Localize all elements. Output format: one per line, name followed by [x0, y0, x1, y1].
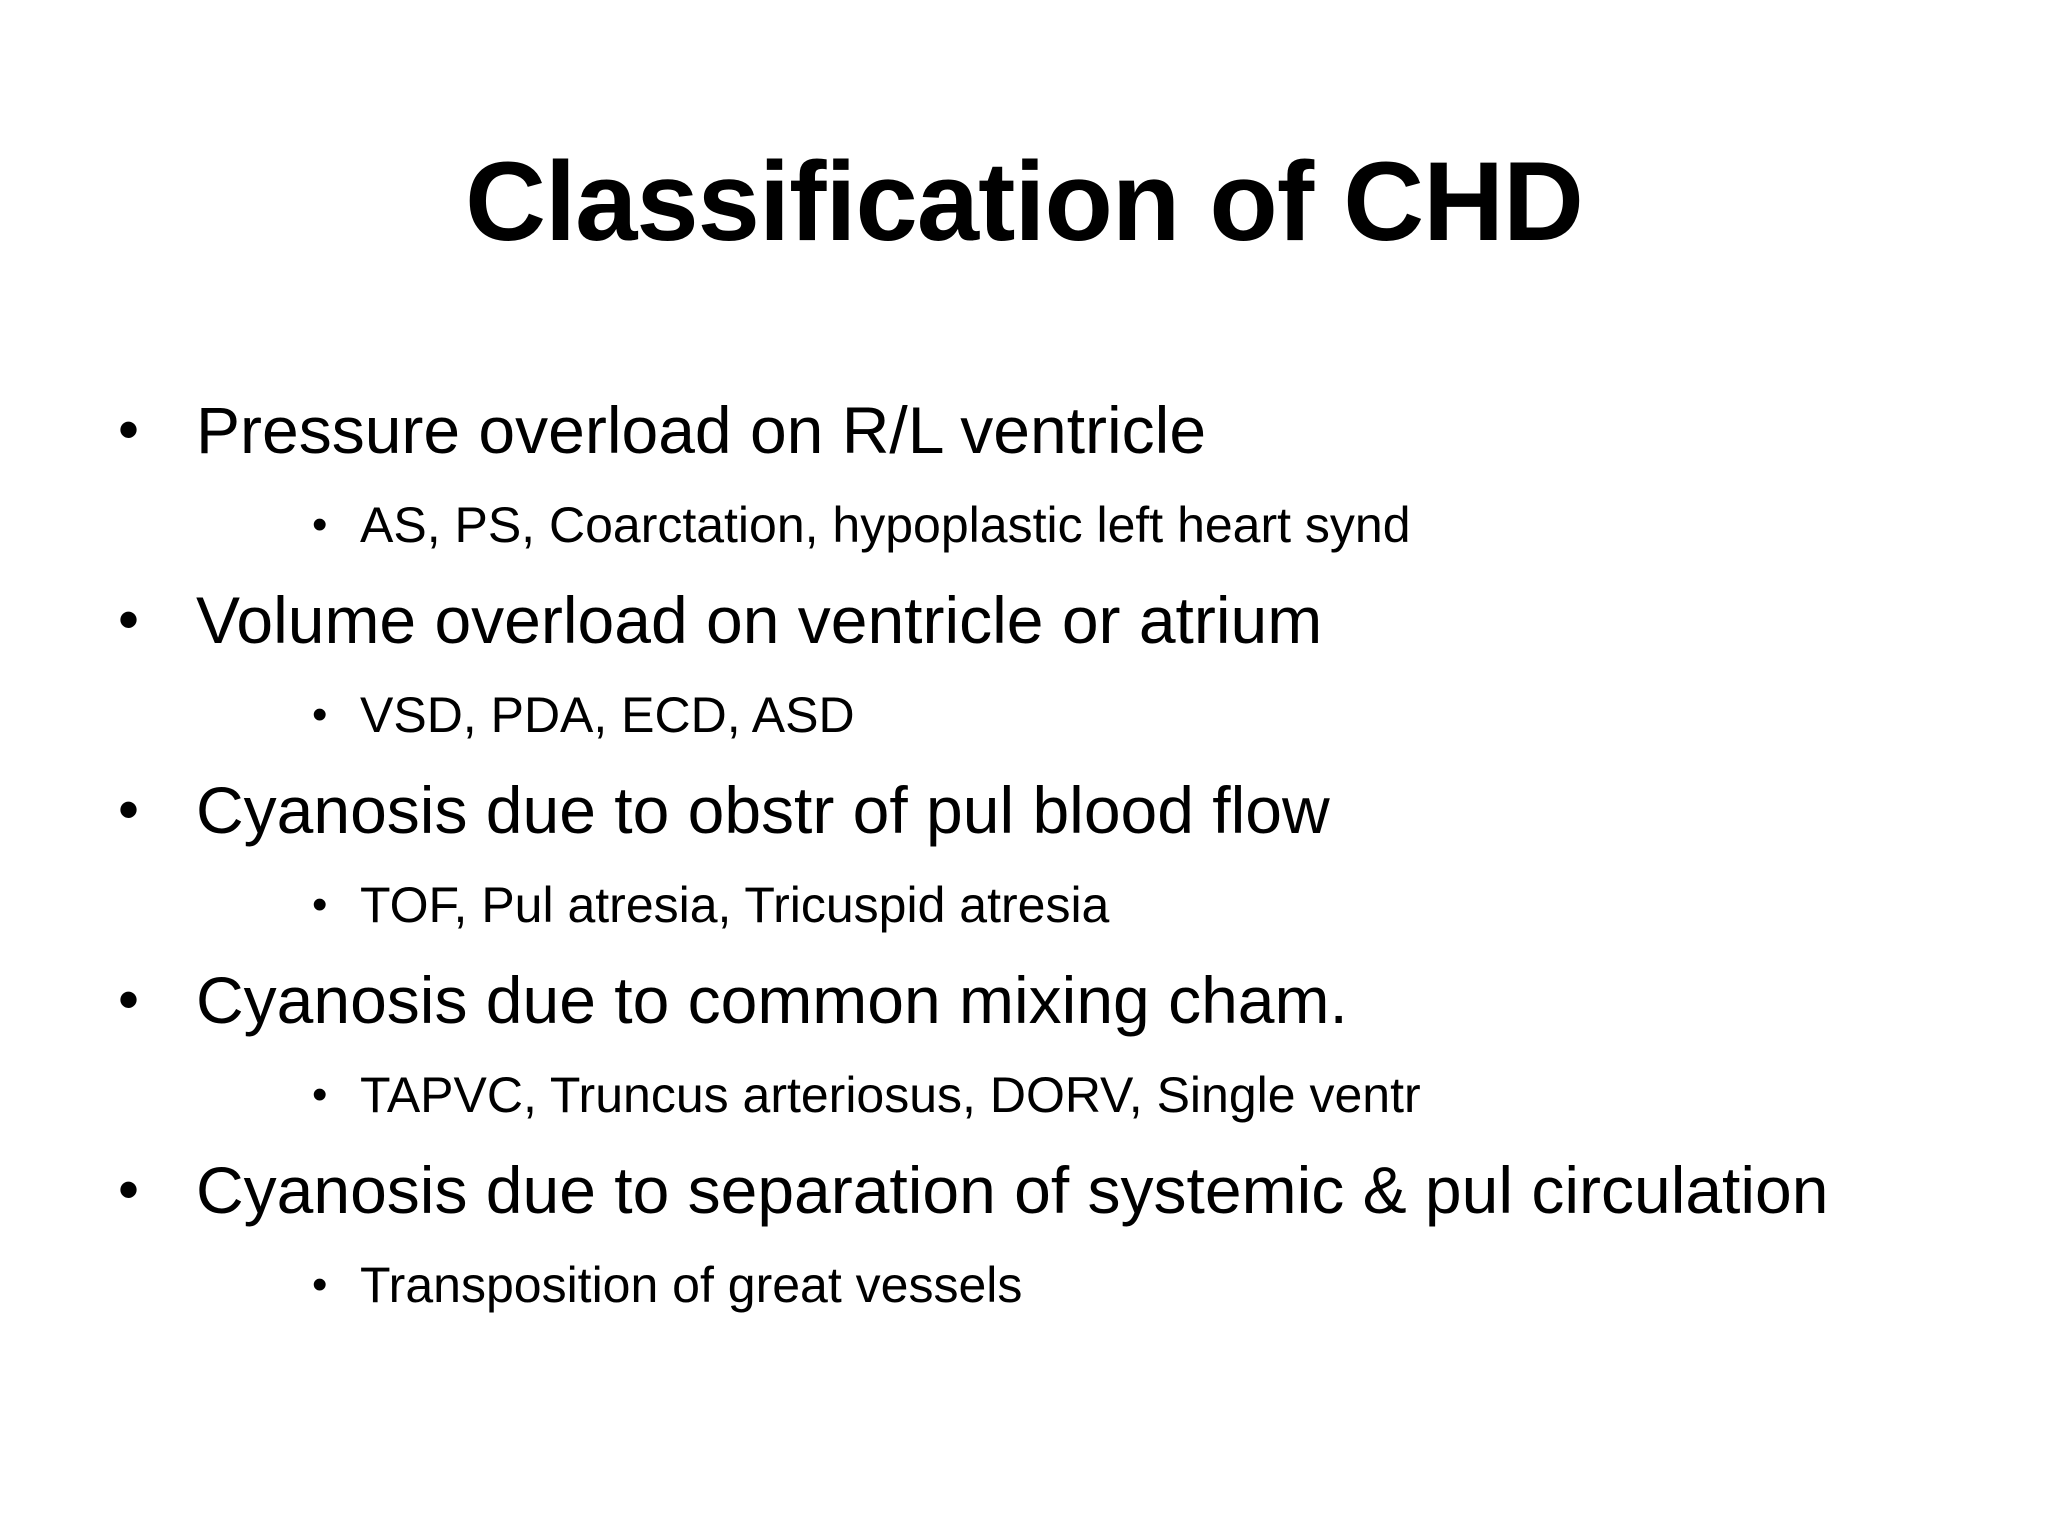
list-item	[0, 380, 2048, 570]
bullet-level-1	[0, 760, 2048, 860]
sub-bullet-text: TAPVC, Truncus arteriosus, DORV, Single ventr	[360, 1067, 1421, 1123]
list-item	[0, 570, 2048, 760]
list-item	[0, 950, 2048, 1140]
bullet-text: Cyanosis due to obstr of pul blood flow	[196, 773, 1330, 847]
bullet-level-2	[0, 860, 2048, 950]
sub-bullet-dot-icon: •	[312, 690, 328, 739]
bullet-dot-icon: •	[118, 776, 140, 843]
sub-bullet-text: TOF, Pul atresia, Tricuspid atresia	[360, 877, 1110, 933]
bullet-text: Pressure overload on R/L ventricle	[196, 393, 1207, 467]
sub-bullet-text: VSD, PDA, ECD, ASD	[360, 687, 855, 743]
bullet-text: Cyanosis due to common mixing cham.	[196, 963, 1348, 1037]
list-item	[0, 760, 2048, 950]
list-item	[0, 1140, 2048, 1330]
bullet-text: Cyanosis due to separation of systemic & pul circulation	[196, 1153, 1829, 1227]
bullet-dot-icon: •	[118, 966, 140, 1033]
bullet-level-1	[0, 380, 2048, 480]
bullet-dot-icon: •	[118, 396, 140, 463]
bullet-level-2	[0, 480, 2048, 570]
slide-title: Classification of CHD	[465, 139, 1583, 264]
bullet-level-2	[0, 1240, 2048, 1330]
bullet-level-2	[0, 1050, 2048, 1140]
bullet-list	[0, 380, 2048, 1330]
sub-bullet-dot-icon: •	[312, 880, 328, 929]
sub-bullet-dot-icon: •	[312, 1260, 328, 1309]
bullet-level-1	[0, 1140, 2048, 1240]
bullet-dot-icon: •	[118, 586, 140, 653]
sub-bullet-text: Transposition of great vessels	[360, 1257, 1023, 1313]
bullet-dot-icon: •	[118, 1156, 140, 1223]
bullet-level-2	[0, 670, 2048, 760]
sub-bullet-dot-icon: •	[312, 500, 328, 549]
bullet-level-1	[0, 950, 2048, 1050]
bullet-text: Volume overload on ventricle or atrium	[196, 583, 1323, 657]
sub-bullet-text: AS, PS, Coarctation, hypoplastic left heart synd	[360, 497, 1411, 553]
bullet-level-1	[0, 570, 2048, 670]
sub-bullet-dot-icon: •	[312, 1070, 328, 1119]
